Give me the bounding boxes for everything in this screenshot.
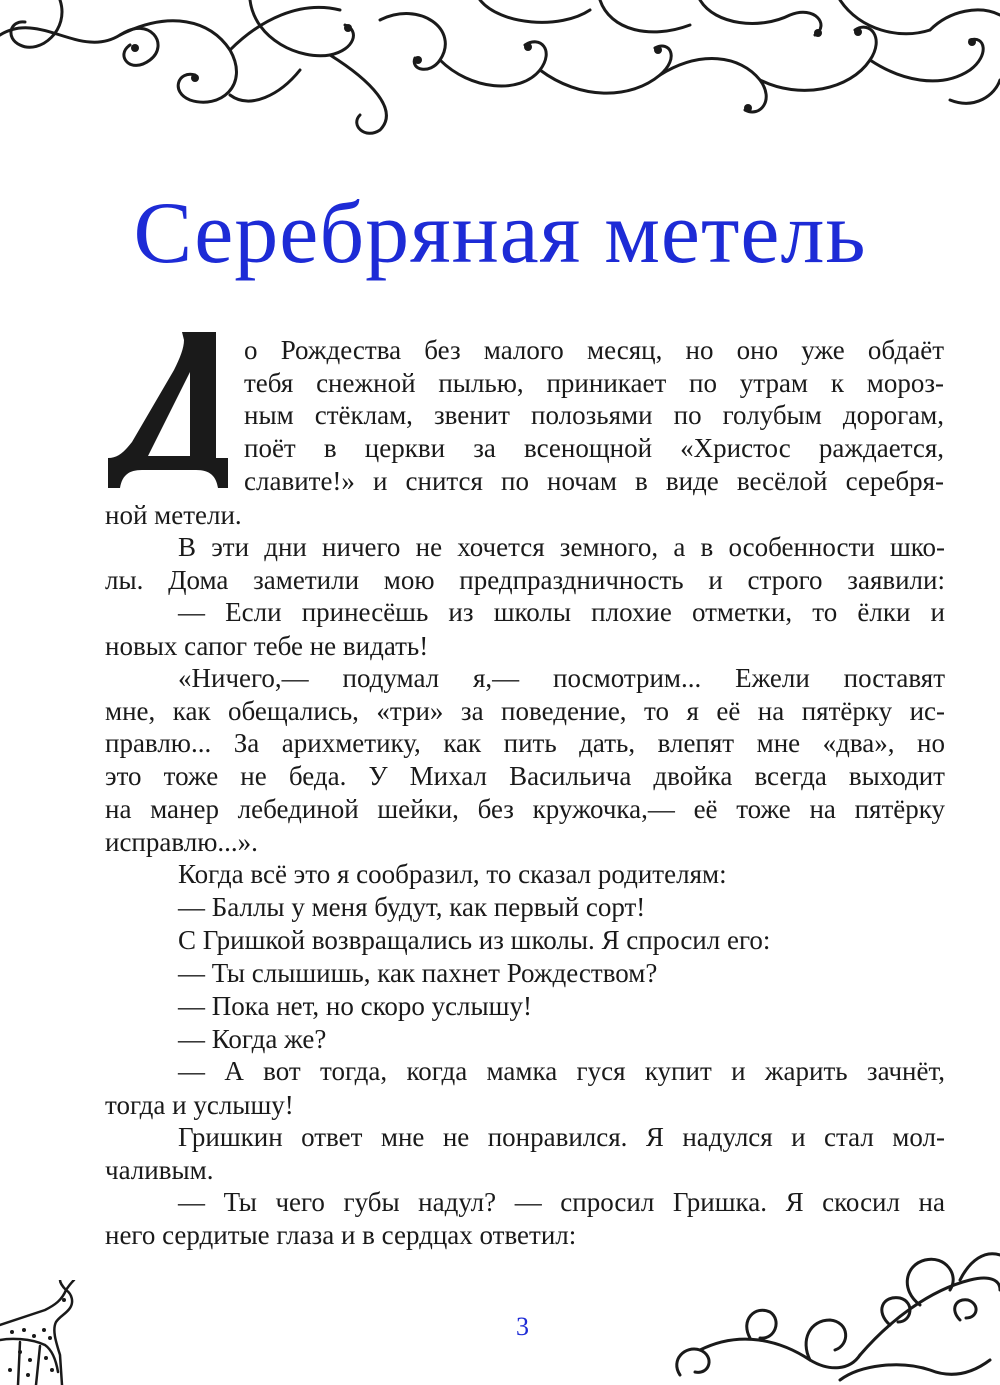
text-line: поёт в церкви за всенощной «Христос раждается, [244, 433, 944, 463]
text-line: исправлю...». [105, 827, 258, 857]
text-line: — Когда же? [178, 1024, 327, 1054]
text-line: тогда и услышу! [105, 1090, 294, 1120]
top-ornament [0, 0, 1000, 140]
text-line: — Пока нет, но скоро услышу! [178, 991, 532, 1021]
text-line: тебя снежной пылью, приникает по утрам к мороз- [244, 368, 944, 398]
text-line: — Баллы у меня будут, как первый сорт! [178, 892, 646, 922]
text-line: это тоже не беда. У Михал Васильича двойка всегда выходит [105, 761, 945, 791]
text-line: мне, как обещались, «три» за поведение, то я её на пятёрку ис- [105, 696, 945, 726]
drop-cap-glyph [104, 330, 236, 490]
text-line: Гришкин ответ мне не понравился. Я надулся и стал мол- [178, 1122, 945, 1152]
text-line: о Рождества без малого месяц, но оно уже обдаёт [244, 335, 944, 365]
text-line: чаливым. [105, 1155, 214, 1185]
text-line: ным стёклам, звенит полозьями по голубым дорогам, [244, 400, 944, 430]
text-line: — Если принесёшь из школы плохие отметки, то ёлки и [178, 597, 945, 627]
text-line: — Ты слышишь, как пахнет Рождеством? [178, 958, 658, 988]
text-line: В эти дни ничего не хочется земного, а в особенности шко- [178, 532, 945, 562]
drop-cap [104, 330, 236, 490]
text-line: — А вот тогда, когда мамка гуся купит и жарить зачнёт, [178, 1056, 945, 1086]
text-line: славите!» и снится по ночам в виде весёлой серебря- [244, 466, 944, 496]
text-line: ной метели. [105, 500, 242, 530]
page-title: Серебряная метель [133, 185, 867, 282]
text-line: Когда всё это я сообразил, то сказал родителям: [178, 859, 727, 889]
text-line: — Ты чего губы надул? — спросил Гришка. Я скосил на [178, 1187, 945, 1217]
corner-ornament [660, 1250, 1000, 1385]
text-line: правлю... За арихметику, как пить дать, влепят мне «два», но [105, 728, 945, 758]
text-line: новых сапог тебе не видать! [105, 631, 429, 661]
text-line: С Гришкой возвращались из школы. Я спросил его: [178, 925, 771, 955]
page-number: 3 [516, 1312, 529, 1341]
text-line: него сердитые глаза и в сердцах ответил: [105, 1220, 577, 1250]
text-line: на манер лебединой шейки, без кружочка,— её тоже на пятёрку [105, 794, 945, 824]
text-line: лы. Дома заметили мою предпраздничность и строго заявили: [105, 565, 945, 595]
text-line: «Ничего,— подумал я,— посмотрим... Ежели поставят [178, 663, 945, 693]
